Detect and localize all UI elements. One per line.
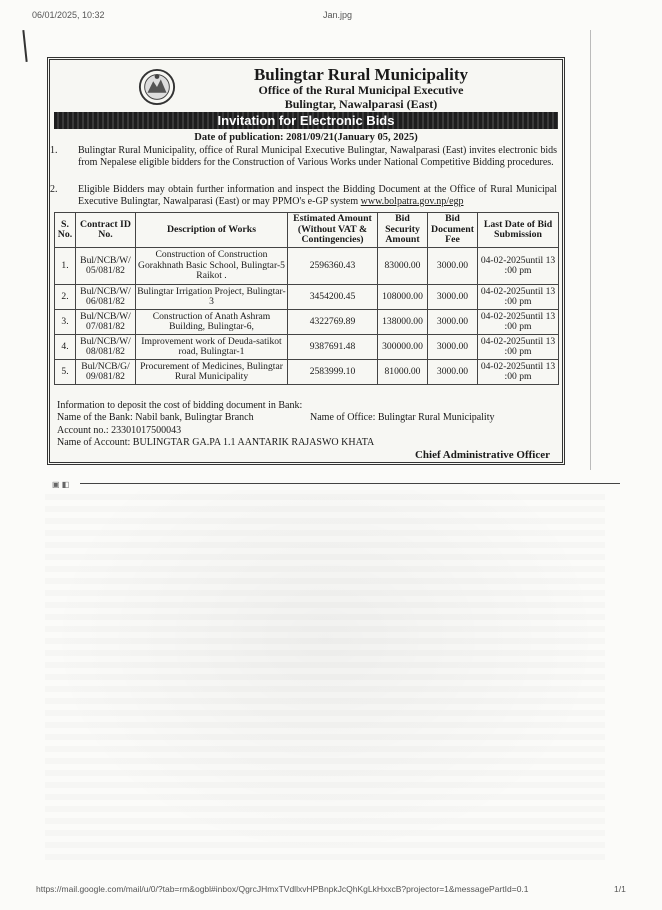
account-name: Name of Account: BULINGTAR GA.PA 1.1 AANTARIK RAJASWO KHATA [57,437,375,448]
cell-bid-security: 108000.00 [378,285,428,310]
print-url: https://mail.google.com/mail/u/0/?tab=rm&ogbl#inbox/QgrcJHmxTVdllxvHPBnpkJcQhKgLkHxxcB?projector=1&messagePartId=0.1 [36,884,529,894]
table-row [55,248,559,285]
notice-banner: Invitation for Electronic Bids [54,112,558,129]
bids-table [54,212,559,385]
cell-description: Procurement of Medicines, Bulingtar Rural Municipality [136,360,288,385]
print-title: Jan.jpg [323,10,353,20]
header-bid-security: Bid Security Amount [378,213,428,248]
cell-description: Construction of Construction Gorakhnath Basic School, Bulingtar-5 Raikot . [136,248,288,285]
newspaper-page-icons: ▣ ◧ [52,480,70,489]
cell-sno: 4. [55,335,76,360]
cell-sno: 2. [55,285,76,310]
cell-estimated-amount: 2583999.10 [288,360,378,385]
cell-description: Construction of Anath Ashram Building, Bulingtar-6, [136,310,288,335]
table-row [55,360,559,385]
paragraph-1 [52,145,557,168]
cell-description: Improvement work of Deuda-satikot road, Bulingtar-1 [136,335,288,360]
cell-last-date: 04-02-2025until 13 :00 pm [478,310,559,335]
paragraph-2-text: Eligible Bidders may obtain further information and inspect the Bidding Document at the Office of Rural Municipal Executive Bulingtar, Nawalparasi (East) or may PPMO's e-GP system [78,184,557,207]
org-name: Bulingtar Rural Municipality [253,65,469,84]
cell-estimated-amount: 3454200.45 [288,285,378,310]
cell-last-date: 04-02-2025until 13 :00 pm [478,335,559,360]
cell-estimated-amount: 2596360.43 [288,248,378,285]
bid-notice [47,57,565,465]
office-name: Office of the Rural Municipal Executive [258,83,464,97]
cell-document-fee: 3000.00 [428,310,478,335]
cell-estimated-amount: 4322769.89 [288,310,378,335]
header-contract-id: Contract ID No. [76,213,136,248]
paragraph-1-text: Bulingtar Rural Municipality, office of Rural Municipal Executive Bulingtar, Nawalparasi (East) invites electronic bids from Nepalese eligible bidders for the Construction of Various Works under National Competitive Bidding procedures. [78,145,557,168]
bank-name: Name of the Bank: Nabil bank, Bulingtar Branch [57,412,254,423]
cell-bid-security: 300000.00 [378,335,428,360]
header-estimated-amount: Estimated Amount (Without VAT & Contingencies) [288,213,378,248]
cell-document-fee: 3000.00 [428,285,478,310]
cell-sno: 3. [55,310,76,335]
cell-estimated-amount: 9387691.48 [288,335,378,360]
cell-sno: 1. [55,248,76,285]
office-name-line: Name of Office: Bulingtar Rural Municipality [310,412,495,423]
header-sno: S. No. [55,213,76,248]
cell-bid-security: 83000.00 [378,248,428,285]
print-datetime: 06/01/2025, 10:32 [32,10,105,20]
deposit-intro: Information to deposit the cost of bidding document in Bank: [57,400,303,411]
cell-contract-id: Bul/NCB/W/ 06/081/82 [76,285,136,310]
signatory: Chief Administrative Officer [414,449,550,461]
account-number: Account no.: 23301017500043 [57,425,182,436]
publication-date: Date of publication: 2081/09/21(January 05, 2025) [194,132,418,143]
cell-last-date: 04-02-2025until 13 :00 pm [478,248,559,285]
cell-last-date: 04-02-2025until 13 :00 pm [478,360,559,385]
office-location: Bulingtar, Nawalparasi (East) [284,97,438,111]
table-header-row [55,213,559,248]
cell-bid-security: 138000.00 [378,310,428,335]
page-number: 1/1 [614,884,626,894]
pen-mark [22,30,27,62]
cell-contract-id: Bul/NCB/W/ 05/081/82 [76,248,136,285]
cell-contract-id: Bul/NCB/W/ 07/081/82 [76,310,136,335]
header-description: Description of Works [136,213,288,248]
cell-bid-security: 81000.00 [378,360,428,385]
faded-newspaper-background [45,490,605,860]
cell-document-fee: 3000.00 [428,248,478,285]
cell-contract-id: Bul/NCB/G/ 09/081/82 [76,360,136,385]
cell-sno: 5. [55,360,76,385]
egp-link[interactable]: www.bolpatra.gov.np/egp [360,195,464,207]
table-row [55,310,559,335]
table-row [55,285,559,310]
page-divider [80,483,620,484]
header-document-fee: Bid Document Fee [428,213,478,248]
paragraph-1-number: 1. [50,145,58,156]
cell-description: Bulingtar Irrigation Project, Bulingtar-3 [136,285,288,310]
table-row [55,335,559,360]
cell-last-date: 04-02-2025until 13 :00 pm [478,285,559,310]
header-last-date: Last Date of Bid Submission [478,213,559,248]
cell-document-fee: 3000.00 [428,335,478,360]
cell-contract-id: Bul/NCB/W/ 08/081/82 [76,335,136,360]
paragraph-2 [52,184,557,207]
cell-document-fee: 3000.00 [428,360,478,385]
paragraph-2-number: 2. [50,184,58,195]
